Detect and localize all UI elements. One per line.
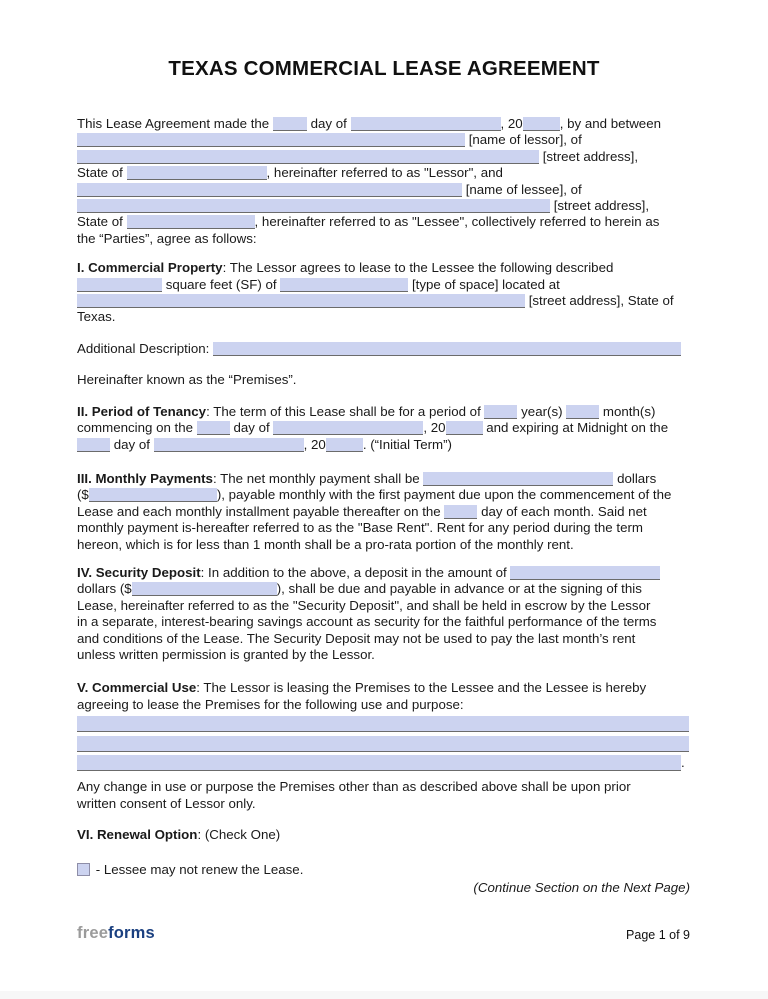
- page-bottom-edge: [0, 991, 768, 999]
- blank-field[interactable]: [280, 278, 408, 292]
- text-run: : The Lessor agrees to lease to the Lessee the following described: [222, 260, 614, 276]
- text-run: commencing on the: [77, 420, 197, 436]
- blank-field[interactable]: [273, 117, 307, 131]
- text-run: day of: [110, 436, 154, 452]
- text-run: and conditions of the Lease. The Security Deposit may not be used to pay the last month’s rent: [77, 630, 636, 646]
- text-run: : In addition to the above, a deposit in the amount of: [200, 564, 511, 580]
- text-run: [name of lessor], of: [465, 132, 582, 148]
- section-heading: IV. Security Deposit: [77, 564, 201, 580]
- text-run: square feet (SF) of: [162, 276, 281, 292]
- text-run: day of each month. Said net: [477, 503, 647, 519]
- text-run: [type of space] located at: [408, 276, 560, 292]
- renewal-no-renew-checkbox[interactable]: [77, 863, 90, 876]
- text-run: monthly payment is-hereafter referred to as the "Base Rent". Rent for any period during the term: [77, 520, 643, 536]
- paragraph-sec6: [77, 827, 690, 843]
- blank-field[interactable]: [566, 405, 599, 419]
- text-run: , hereinafter referred to as "Lessor", and: [266, 165, 503, 181]
- text-run: , hereinafter referred to as "Lessee", collectively referred to herein as: [254, 214, 660, 230]
- text-run: ), payable monthly with the first payment due upon the commencement of the: [216, 487, 672, 503]
- blank-field[interactable]: [77, 199, 550, 213]
- text-run: : The term of this Lease shall be for a period of: [206, 403, 485, 419]
- section-heading: I. Commercial Property: [77, 260, 223, 276]
- text-run: ), shall be due and payable in advance or at the signing of this: [276, 581, 642, 597]
- text-run: unless written permission is granted by the Lessor.: [77, 646, 375, 662]
- text-run: . (“Initial Term”): [362, 436, 452, 452]
- paragraph-continue-note: [77, 880, 690, 896]
- blank-field[interactable]: [77, 294, 525, 308]
- blank-field[interactable]: [523, 117, 560, 131]
- text-run: Lease and each monthly installment payable thereafter on the: [77, 503, 445, 519]
- text-run: : The Lessor is leasing the Premises to the Lessee and the Lessee is hereby: [196, 680, 647, 696]
- blank-field[interactable]: [77, 438, 110, 452]
- text-run: day of: [306, 116, 351, 131]
- section-heading: VI. Renewal Option: [77, 827, 198, 843]
- text-run: [street address], State of: [525, 293, 674, 309]
- document-body: [77, 116, 690, 896]
- text-run: [street address],: [550, 198, 650, 214]
- brand-forms-text: forms: [108, 924, 155, 943]
- text-run: month(s): [599, 403, 656, 419]
- blank-field[interactable]: [127, 166, 267, 180]
- blank-field[interactable]: [127, 215, 255, 229]
- blank-field[interactable]: [89, 488, 217, 502]
- text-run: This Lease Agreement made the: [77, 116, 273, 131]
- page-number: Page 1 of 9: [626, 928, 690, 943]
- text-run: Texas.: [77, 309, 116, 325]
- blank-field[interactable]: [77, 736, 689, 752]
- text-run: , 20: [500, 116, 523, 131]
- paragraph-intro: [77, 116, 690, 247]
- blank-field[interactable]: [77, 133, 465, 147]
- text-run: , by and between: [559, 116, 661, 131]
- paragraph-renewal-option-1: [77, 862, 690, 878]
- blank-field[interactable]: [326, 438, 363, 452]
- blank-field[interactable]: [273, 421, 423, 435]
- section-heading: III. Monthly Payments: [77, 470, 213, 486]
- text-run: State of: [77, 165, 127, 181]
- blank-field[interactable]: [213, 342, 681, 356]
- text-run: , 20: [423, 420, 446, 436]
- blank-field[interactable]: [423, 472, 613, 486]
- text-run: [name of lessee], of: [462, 181, 582, 197]
- text-run: in a separate, interest-bearing savings account as security for the faithful performance of the terms: [77, 614, 657, 630]
- text-run: written consent of Lessor only.: [77, 795, 256, 811]
- text-run: dollars: [613, 470, 657, 486]
- blank-field[interactable]: [197, 421, 230, 435]
- text-run: State of: [77, 214, 127, 230]
- text-run: year(s): [517, 403, 567, 419]
- paragraph-sec1: [77, 260, 690, 326]
- blank-field[interactable]: [351, 117, 501, 131]
- text-run: day of: [229, 420, 274, 436]
- text-run: ($: [77, 487, 89, 503]
- blank-field[interactable]: [77, 183, 462, 197]
- text-run: Hereinafter known as the “Premises”.: [77, 372, 297, 388]
- blank-field[interactable]: [132, 582, 277, 596]
- blank-field[interactable]: [444, 505, 477, 519]
- paragraph-sec4: [77, 565, 690, 663]
- text-run: agreeing to lease the Premises for the following use and purpose:: [77, 696, 464, 712]
- text-run: : The net monthly payment shall be: [212, 470, 424, 486]
- blank-field[interactable]: [77, 716, 689, 732]
- blank-field[interactable]: [510, 566, 660, 580]
- blank-field[interactable]: [154, 438, 304, 452]
- blank-field[interactable]: [77, 755, 681, 771]
- blank-field[interactable]: [77, 150, 539, 164]
- section-heading: V. Commercial Use: [77, 680, 197, 696]
- text-run: Lease, hereinafter referred to as the "Security Deposit", and shall be held in escrow by the Lessor: [77, 597, 651, 613]
- text-run: .: [681, 755, 685, 770]
- text-run: hereon, which is for less than 1 month shall be a pro-rata portion of the monthly rent.: [77, 536, 574, 552]
- brand-free-text: free: [77, 924, 109, 943]
- text-run: - Lessee may not renew the Lease.: [92, 861, 304, 877]
- blank-field[interactable]: [484, 405, 517, 419]
- text-run: and expiring at Midnight on the: [482, 420, 669, 436]
- text-run: Any change in use or purpose the Premises other than as described above shall be upon prior: [77, 779, 631, 795]
- text-run: [street address],: [539, 148, 639, 164]
- page-title: TEXAS COMMERCIAL LEASE AGREEMENT: [168, 57, 600, 80]
- blank-field[interactable]: [77, 278, 162, 292]
- freeforms-logo: [77, 924, 155, 943]
- paragraph-premises-note: [77, 372, 690, 388]
- text-run: , 20: [303, 436, 326, 452]
- blank-field[interactable]: [446, 421, 483, 435]
- italic-note: (Continue Section on the Next Page): [473, 880, 690, 896]
- paragraph-sec2: [77, 404, 690, 453]
- text-run: Additional Description:: [77, 340, 213, 356]
- text-run: : (Check One): [197, 827, 281, 843]
- page-footer: [77, 924, 690, 943]
- text-run: the “Parties”, agree as follows:: [77, 230, 257, 246]
- paragraph-use-change: [77, 779, 690, 812]
- paragraph-additional-description: [77, 341, 690, 357]
- section-heading: II. Period of Tenancy: [77, 403, 207, 419]
- paragraph-sec5: [77, 680, 690, 771]
- text-run: dollars ($: [77, 581, 132, 597]
- paragraph-sec3: [77, 471, 690, 553]
